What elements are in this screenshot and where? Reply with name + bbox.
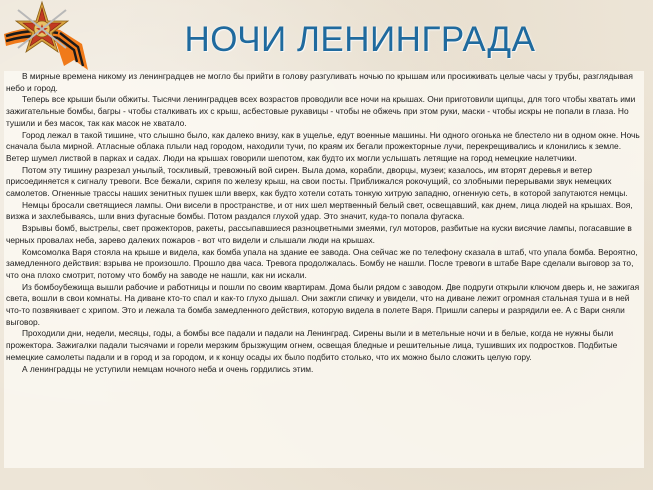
article-paragraph: Проходили дни, недели, месяцы, годы, а бомбы все падали и падали на Ленинград. Сирены выли и в метельные ночи и в белые, когда не нужны были прожектора. Зажигалки падали тысячами и горели мерзким брызжущим огнем, освещая бледные и решительные лица, тушивших их подростков. Подбитые немецкие самолеты падали и в город и за городом, и к концу осады их было подбито столько, что их можно было сложить целую гору. bbox=[6, 328, 618, 362]
article-paragraph: Город лежал в такой тишине, что слышно было, как далеко внизу, как в ущелье, едут военные машины. Ни одного огонька не блестело ни в одном окне. Ночь сначала была мирной. Атласные облака плыли над городом, находили тучи, по краям их бегали прожекторные лучи, перекрещивались и клонились к земле. Ветер шумел листвой в парках и садах. Люди на крышах говорили шепотом, как будто их могли услышать летящие на город немецкие налетчики. bbox=[6, 129, 640, 163]
article-paragraph: Из бомбоубежища вышли рабочие и работницы и пошли по своим квартирам. Дома были рядом с заводом. Две подруги открыли ключом дверь и, не зажигая света, вошли в свои комнаты. На диване кто-то спал и как-то глухо дышал. Они зажгли спичку и увидели, что на диване лежит огромная стальная туша и в ней что-то позвякивает с хрипом. Это и лежала та бомба замедленного действия, которую видела в полете Варя. Пришли саперы и разрядили ее. А с Вари сняли выговор. bbox=[6, 281, 640, 327]
order-star bbox=[16, 2, 68, 52]
article-paragraph: Взрывы бомб, выстрелы, свет прожекторов, ракеты, рассыпавшиеся разноцветными змеями, гул моторов, разбитые на куски висячие лампы, погасавшие в черных провалах неба, зарево далеких пожаров - вот что видели и слышали люди на крышах. bbox=[6, 223, 632, 245]
page-title: НОЧИ ЛЕНИНГРАДА bbox=[184, 20, 536, 59]
article-paragraph: В мирные времена никому из ленинградцев не могло бы прийти в голову разгуливать ночью по крышам или просиживать целые часы у трубы, разглядывая небо и город. bbox=[6, 71, 633, 93]
article-body bbox=[4, 71, 644, 468]
article-paragraph: Комсомолка Варя стояла на крыше и видела, как бомба упала на здание ее завода. Она сейчас же по телефону сказала в штаб, что упала бомба. Вероятно, замедленного действия: взрыва не произошло. Прошло два часа. Тревога продолжалась. Бомбу не нашли. После тревоги в штабе Варе сделали выговор за то, что она плохо смотрит, потому что бомбу на заводе не нашли, как ни искали. bbox=[6, 246, 638, 280]
article-paragraph: Теперь все крыши были обжиты. Тысячи ленинградцев всех возрастов проводили все ночи на крышах. Они приготовили щипцы, для того чтобы хватать ими зажигательные бомбы, багры - чтобы сталкивать их с крыш, асбестовые рукавицы - чтобы не обжечь при этом руки, маски - чтобы искры не попали в глаза. Но тушили и без масок, так как масок не хватало. bbox=[6, 94, 636, 128]
article-paragraph: Потом эту тишину разрезал унылый, тоскливый, тревожный вой сирен. Выла дома, корабли, дворцы, музеи; казалось, им вторят деревья и ветер присоединяется к сигналу тревоги. Все бежали, скрипя по железу крыш, на свои посты. Приближался рокочущий, со злобными перерывами звук немецких самолетов. Огненные трассы наших зенитных пушек шли вверх, как будто хотели сотать тонкую хитрую западню, огненную сеть, в которой запутаются немцы. bbox=[6, 164, 628, 199]
article-paragraph: А ленинградцы не уступили немцам ночного неба и очень гордились этим. bbox=[22, 363, 314, 374]
article-paragraph: Немцы бросали светящиеся лампы. Они висели в пространстве, и от них шел мертвенный белый свет, освещавший, как днем, лица людей на крышах. Воя, визжа и захлебываясь, шли вниз фугасные бомбы. Потом раздался глухой удар. Это значит, куда-то попала фугаска. bbox=[6, 199, 633, 222]
order-of-patriotic-war-icon bbox=[2, 0, 98, 72]
